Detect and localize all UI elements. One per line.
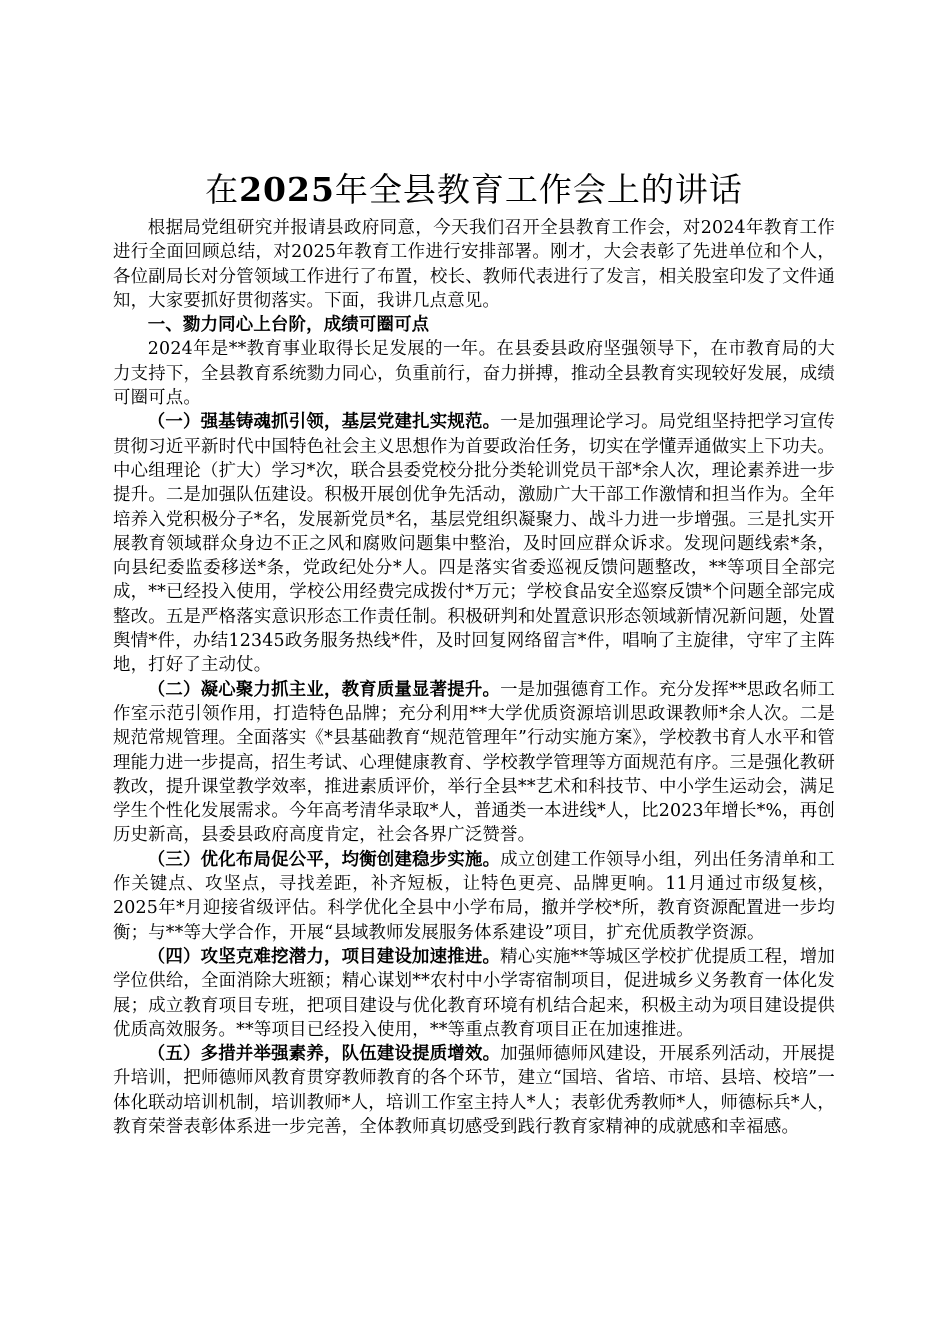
paragraph-text: 2024年是**教育事业取得长足发展的一年。在县委县政府坚强领导下，在市教育局的大力支持下，全县教育系统勠力同心，负重前行，奋力拼搏，推动全县教育实现较好发展，成绩可圈可点。 [113,339,835,409]
paragraph-text: 一是加强理论学习。局党组坚持把学习宣传贯彻习近平新时代中国特色社会主义思想作为首要政治任务，切实在学懂弄通做实上下功夫。中心组理论（扩大）学习*次，联合县委党校分批分类轮训党员干部*余人次，理论素养进一步提升。二是加强队伍建设。积极开展创优争先活动，激励广大干部工作激情和担当作为。全年培养入党积极分子*名，发展新党员*名，基层党组织凝聚力、战斗力进一步增强。三是扎实开展教育领域群众身边不正之风和腐败问题集中整治，及时回应群众诉求。发现问题线索*条，向县纪委监委移送*条，党政纪处分*人。四是落实省委巡视反馈问题整改，**等项目全部完成，**已经投入使用，学校公用经费完成拨付*万元；学校食品安全巡察反馈*个问题全部完成整改。五是严格落实意识形态工作责任制。积极研判和处置意识形态领域新情况新问题，处置舆情*件，办结12345政务服务热线*件，及时回复网络留言*件，唱响了主旋律，守牢了主阵地，打好了主动仗。 [113,412,835,676]
paragraph-party-building [113,410,835,677]
paragraph-text: 成立创建工作领导小组，列出任务清单和工作关键点、攻坚点，寻找差距，补齐短板，让特色更亮、品牌更响。11月通过市级复核，2025年*月迎接省级评估。科学优化全县中小学布局，撤并学校*所，教育资源配置进一步均衡；与**等大学合作，开展“县域教师发展服务体系建设”项目，扩充优质教学资源。 [113,849,835,943]
document-page [113,168,835,1139]
subheading: （一）强基铸魂抓引领，基层党建扎实规范。 [147,412,501,433]
paragraph-intro [113,216,835,313]
subheading: （五）多措并举强素养，队伍建设提质增效。 [147,1044,501,1065]
subheading: （四）攻坚克难挖潜力，项目建设加速推进。 [147,946,501,967]
subheading: （三）优化布局促公平，均衡创建稳步实施。 [147,849,501,870]
paragraph-text: 加强师德师风建设，开展系列活动，开展提升培训，把师德师风教育贯穿教师教育的各个环节，建立“国培、省培、市培、县培、校培”一体化联动培训机制，培训教师*人，培训工作室主持人*人；表彰优秀教师*人，师德标兵*人，教育荣誉表彰体系进一步完善，全体教师真切感受到践行教育家精神的成就感和幸福感。 [113,1044,835,1137]
paragraph-teachers [113,1042,835,1139]
title-prefix: 在 [205,170,240,209]
subheading: （二）凝心聚力抓主业，教育质量显著提升。 [147,679,501,700]
title-suffix: 年全县教育工作会上的讲话 [334,170,743,209]
paragraph-text: 根据局党组研究并报请县政府同意，今天我们召开全县教育工作会，对2024年教育工作进行全面回顾总结，对2025年教育工作进行安排部署。刚才，大会表彰了先进单位和个人，各位副局长对分管领域工作进行了布置，校长、教师代表进行了发言，相关股室印发了文件通知，大家要抓好贯彻落实。下面，我讲几点意见。 [113,218,835,311]
section-heading-1 [113,313,835,337]
paragraph-overview [113,337,835,410]
paragraph-education-quality [113,678,835,848]
document-title [113,168,835,212]
paragraph-text: 精心实施**等城区学校扩优提质工程，增加学位供给，全面消除大班额；精心谋划**农村中小学寄宿制项目，促进城乡义务教育一体化发展；成立教育项目专班，把项目建设与优化教育环境有机结合起来，积极主动为项目建设提供优质高效服务。**等项目已经投入使用，**等重点教育项目正在加速推进。 [113,946,835,1040]
section-heading-text: 一、勠力同心上台阶，成绩可圈可点 [147,315,430,336]
paragraph-balanced-layout [113,848,835,945]
paragraph-projects [113,945,835,1042]
paragraph-text: 一是加强德育工作。充分发挥**思政名师工作室示范引领作用，打造特色品牌；充分利用**大学优质资源培训思政课教师*余人次。二是规范常规管理。全面落实《*县基础教育“规范管理年”行动实施方案》，学校教书育人水平和管理能力进一步提高，招生考试、心理健康教育、学校教学管理等方面规范有序。三是强化教研教改，提升课堂教学效率，推进素质评价，举行全县**艺术和科技节、中小学生运动会，满足学生个性化发展需求。今年高考清华录取*人，普通类一本进线*人，比2023年增长*%，再创历史新高，县委县政府高度肯定，社会各界广泛赞誉。 [113,679,836,846]
title-year: 2025 [239,170,335,209]
